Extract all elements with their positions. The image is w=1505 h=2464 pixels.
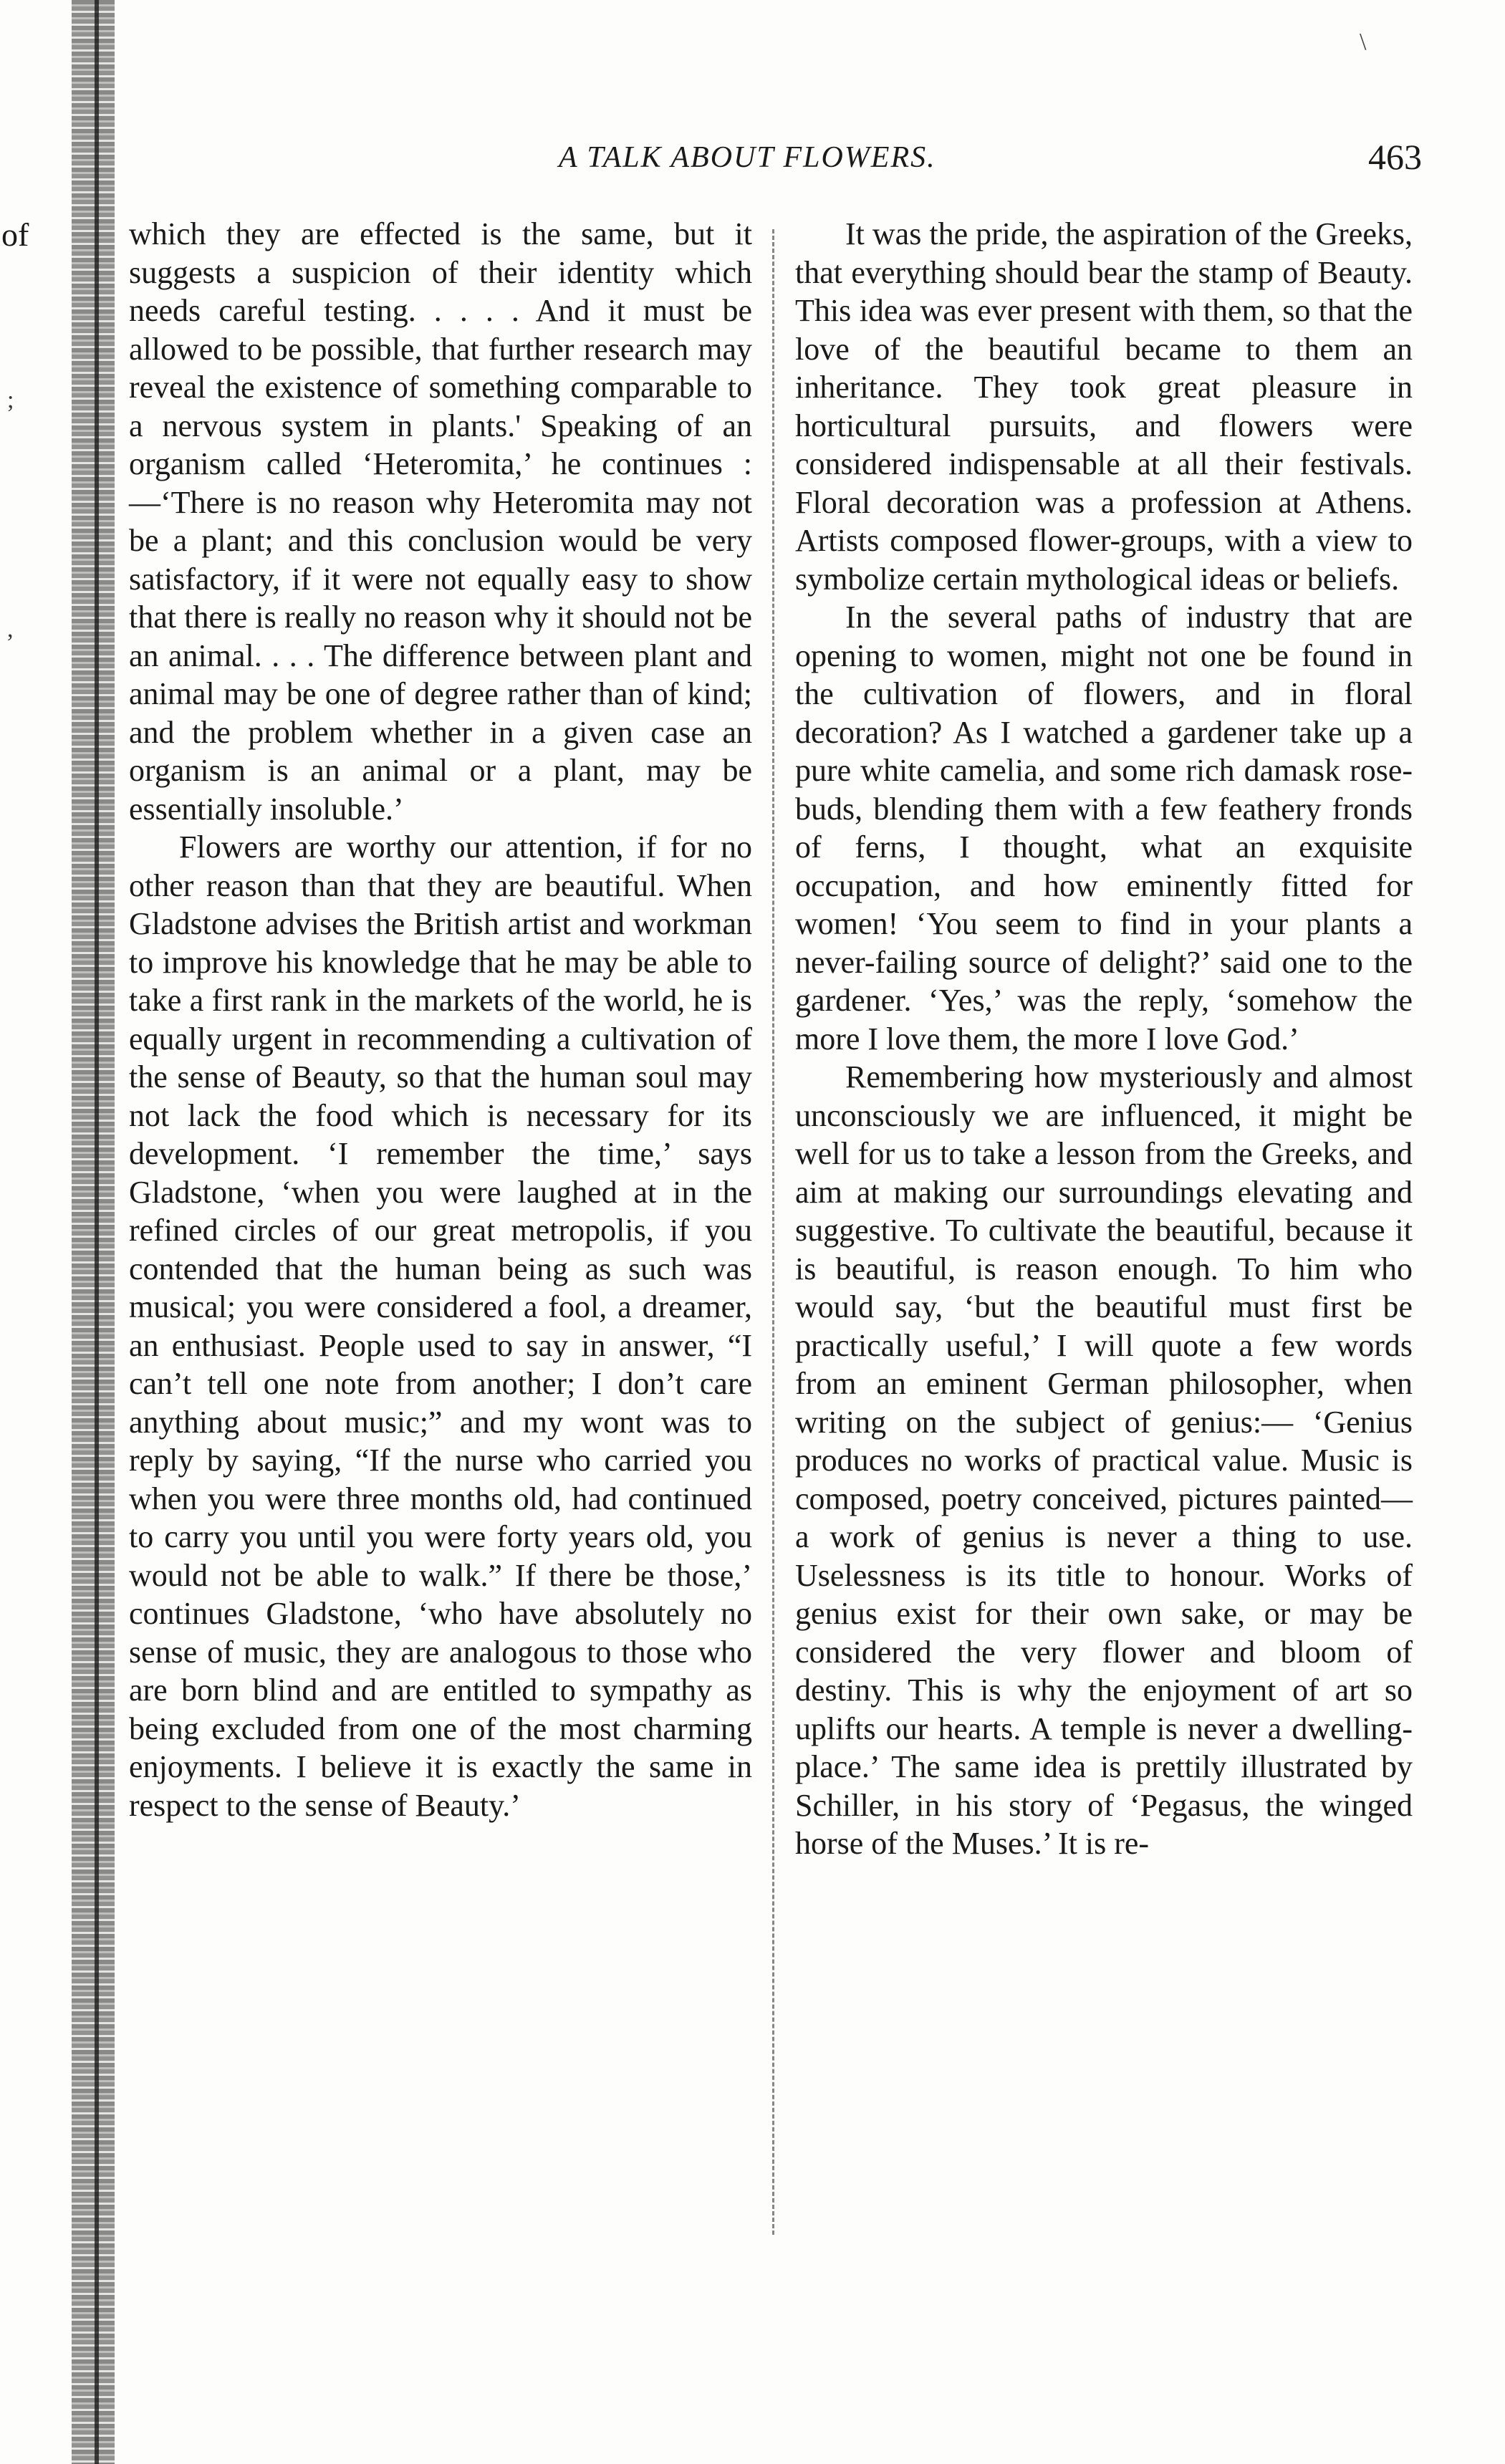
margin-mark: , [7,616,14,643]
margin-fragment-text: of [1,216,29,253]
corner-mark: \ [1360,29,1367,55]
right-column [795,215,1413,1863]
paragraph: Remembering how mysteriously and almost unconsciously we are influenced, it might be well for us to take a lesson from the Greeks, and aim at making our surroundings elevating and suggestive. To cultivate the beautiful, because it is beautiful, is reason enough. To him who would say, ‘but the beautiful must first be practically useful,’ I will quote a few words from an eminent German philosopher, when writing on the subject of genius:— ‘Genius produces no works of practical value. Music is composed, poetry conceived, pictures painted—a work of genius is never a thing to use. Uselessness is its title to honour. Works of genius exist for their own sake, or may be considered the very flower and bloom of destiny. This is why the enjoyment of art so uplifts our hearts. A temple is never a dwelling-place.’ The same idea is prettily illustrated by Schiller, in his story of ‘Pegasus, the winged horse of the Muses.’ It is re- [795,1059,1413,1861]
binding-gutter-shadow [72,0,115,2464]
paragraph: which they are effected is the same, but it suggests a suspicion of their identity which needs careful testing. . . . . And it must be allowed to be possible, that further research may reveal the existence of something comparable to a nervous system in plants.' Speaking of an organism called ‘Heteromita,’ he continues :—‘There is no reason why Heteromita may not be a plant; and this conclusion would be very satisfactory, if it were not equally easy to show that there is really no reason why it should not be an animal. . . . The difference between plant and animal may be one of degree rather than of kind; and the problem whether in a given case an organism is an animal or a plant, may be essentially insoluble.’ [129,216,752,827]
left-column [129,215,752,1824]
margin-mark: ; [7,387,14,413]
paragraph: It was the pride, the aspiration of the Greeks, that everything should bear the stamp of Beauty. This idea was ever present with them, so that the love of the beautiful became to them an inheritance. They took great pleasure in horticultural pursuits, and flowers were considered indispensable at all their festivals. Floral decoration was a profession at Athens. Artists composed flower-groups, with a view to symbolize certain mythological ideas or beliefs. [795,216,1413,597]
page-number: 463 [1368,137,1422,177]
column-divider [772,229,774,2235]
paragraph: Flowers are worthy our attention, if for no other reason than that they are beautiful. When Gladstone advises the British artist and workman to improve his knowledge that he may be able to take a first rank in the markets of the world, he is equally urgent in recommending a cultivation of the sense of Beauty, so that the human soul may not lack the food which is necessary for its development. ‘I remember the time,’ says Gladstone, ‘when you were laughed at in the refined circles of our great metropolis, if you contended that the human being as such was musical; you were considered a fool, a dreamer, an enthusiast. People used to say in answer, “I can’t tell one note from another; I don’t care anything about music;” and my wont was to reply by saying, “If the nurse who carried you when you were three months old, had continued to carry you until you were forty years old, you would not be able to walk.” If there be those,’ continues Gladstone, ‘who have absolutely no sense of music, they are analogous to those who are born blind and are entitled to sympathy as being excluded from one of the most charming enjoyments. I believe it is exactly the same in respect to the sense of Beauty.’ [129,829,752,1823]
paragraph: In the several paths of industry that are opening to women, might not one be found in the cultivation of flowers, and in floral decoration? As I watched a gardener take up a pure white camelia, and some rich damask rose-buds, blending them with a few feathery fronds of ferns, I thought, what an exquisite occupation, and how eminently fitted for women! ‘You seem to find in your plants a never-failing source of delight?’ said one to the gardener. ‘Yes,’ was the reply, ‘somehow the more I love them, the more I love God.’ [795,600,1413,1057]
running-title: A TALK ABOUT FLOWERS. [559,141,936,174]
binding-edge-line [95,0,99,2464]
